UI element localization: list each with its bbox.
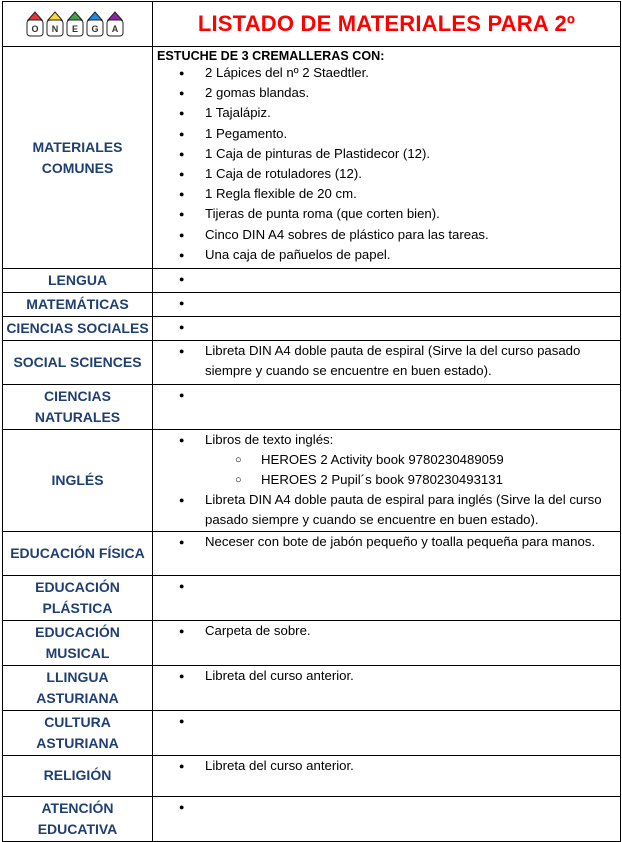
svg-text:G: G: [90, 24, 99, 34]
subject-cell: MATEMÁTICAS: [3, 293, 153, 317]
table-row-atencion-educativa: [3, 796, 621, 841]
materials-cell: [153, 620, 621, 665]
table-row-educacion-plastica: [3, 575, 621, 620]
list-item: ● Libreta del curso anterior.: [157, 756, 618, 776]
subject-cell: SOCIAL SCIENCES: [3, 341, 153, 385]
list-item: ● Libreta DIN A4 doble pauta de espiral (Sirve la del curso pasado siempre y cuando se encuentre en buen estado).: [157, 341, 618, 381]
list-item: ● Una caja de pañuelos de papel.: [157, 245, 618, 265]
svg-text:E: E: [71, 24, 78, 34]
list-item: ● 1 Caja de rotuladores (12).: [157, 164, 618, 184]
page-title: LISTADO DE MATERIALES PARA 2º: [153, 2, 621, 47]
subject-cell: CIENCIAS NATURALES: [3, 385, 153, 430]
list-item: ● Libros de texto inglés:: [157, 430, 618, 450]
list-item: ● Libreta DIN A4 doble pauta de espiral para inglés (Sirve la del curso pasado siempre y cuando se encuentre en buen estado).: [157, 490, 618, 530]
svg-text:N: N: [51, 24, 58, 34]
materials-cell: [153, 293, 621, 317]
sub-list-item: ○ HEROES 2 Pupil´s book 9780230493131: [157, 470, 618, 490]
subject-cell: EDUCACIÓN PLÁSTICA: [3, 575, 153, 620]
list-item: ● 1 Caja de pinturas de Plastidecor (12).: [157, 144, 618, 164]
header-row: [3, 2, 621, 47]
subject-cell: CIENCIAS SOCIALES: [3, 317, 153, 341]
list-item: ● Neceser con bote de jabón pequeño y toalla pequeña para manos.: [157, 532, 618, 552]
subject-cell: MATERIALES COMUNES: [3, 47, 153, 269]
table-row-materiales-comunes: [3, 47, 621, 269]
subject-cell: EDUCACIÓN FÍSICA: [3, 531, 153, 575]
materials-cell: [153, 430, 621, 532]
list-item: ● 1 Tajalápiz.: [157, 103, 618, 123]
materials-cell: [153, 385, 621, 430]
list-item: ● Cinco DIN A4 sobres de plástico para las tareas.: [157, 225, 618, 245]
pencil-case-heading: ESTUCHE DE 3 CREMALLERAS CON:: [157, 49, 385, 63]
materials-cell: [153, 710, 621, 755]
svg-text:O: O: [30, 24, 39, 34]
table-row-ciencias-sociales: [3, 317, 621, 341]
logo-cell: [3, 2, 153, 47]
table-row-cultura-asturiana: [3, 710, 621, 755]
subject-cell: INGLÉS: [3, 430, 153, 532]
materials-cell: [153, 531, 621, 575]
subject-cell: ATENCIÓN EDUCATIVA: [3, 796, 153, 841]
list-item: ● Tijeras de punta roma (que corten bien).: [157, 204, 618, 224]
table-row-lengua: [3, 269, 621, 293]
materials-cell: [153, 796, 621, 841]
list-item: ● 1 Pegamento.: [157, 124, 618, 144]
materials-cell: [153, 755, 621, 796]
table-row-matematicas: [3, 293, 621, 317]
list-item: ● 2 Lápices del nº 2 Staedtler.: [157, 63, 618, 83]
materials-cell: [153, 575, 621, 620]
subject-cell: EDUCACIÓN MUSICAL: [3, 620, 153, 665]
list-item: ● 1 Regla flexible de 20 cm.: [157, 184, 618, 204]
colored-pencils-icon: [24, 9, 132, 39]
table-row-educacion-fisica: [3, 531, 621, 575]
table-row-ingles: [3, 430, 621, 532]
materials-cell: [153, 47, 621, 269]
table-row-religion: [3, 755, 621, 796]
materials-cell: [153, 269, 621, 293]
list-item: ● Libreta del curso anterior.: [157, 666, 618, 686]
table-row-educacion-musical: [3, 620, 621, 665]
sub-list-item: ○ HEROES 2 Activity book 9780230489059: [157, 450, 618, 470]
list-item: ● Carpeta de sobre.: [157, 621, 618, 641]
table-row-ciencias-naturales: [3, 385, 621, 430]
table-row-social-sciences: [3, 341, 621, 385]
subject-cell: LENGUA: [3, 269, 153, 293]
materials-cell: [153, 341, 621, 385]
subject-cell: LLINGUA ASTURIANA: [3, 665, 153, 710]
materials-cell: [153, 665, 621, 710]
materials-cell: [153, 317, 621, 341]
subject-cell: RELIGIÓN: [3, 755, 153, 796]
subject-cell: CULTURA ASTURIANA: [3, 710, 153, 755]
list-item: ● 2 gomas blandas.: [157, 83, 618, 103]
materials-list: [157, 63, 618, 265]
materials-table: [2, 1, 621, 842]
svg-text:A: A: [111, 24, 118, 34]
table-row-llingua-asturiana: [3, 665, 621, 710]
school-logo: [3, 2, 152, 46]
